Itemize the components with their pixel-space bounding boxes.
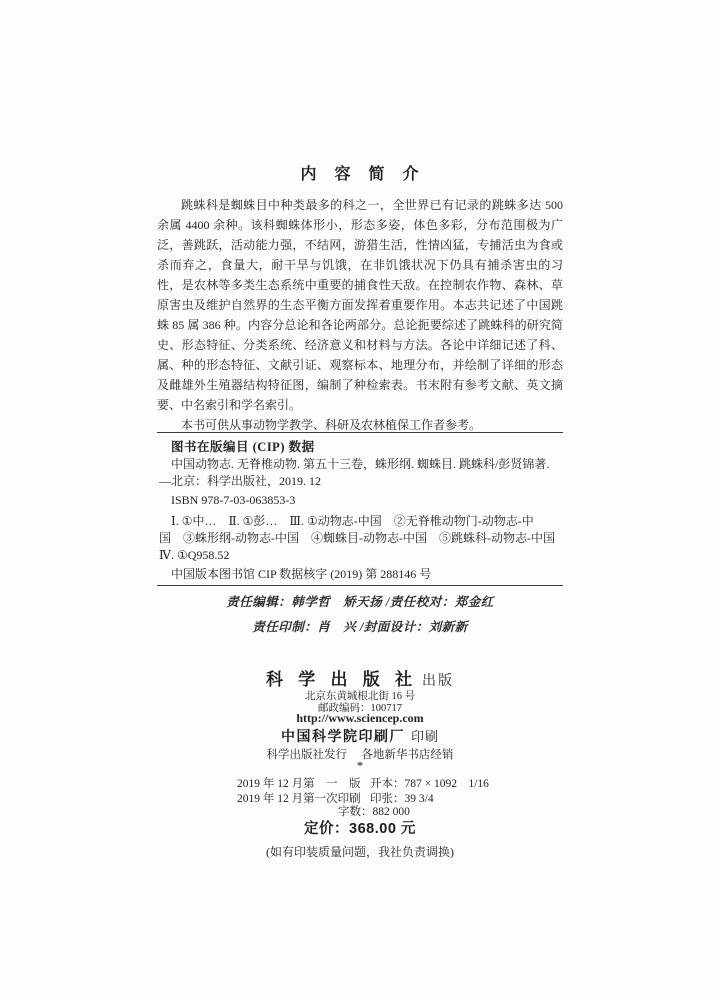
format-size: 开本：787 × 1092 1/16 bbox=[370, 778, 489, 790]
printer-logotype: 中国科学院印刷厂 bbox=[280, 730, 405, 745]
content-intro-body bbox=[157, 195, 563, 435]
distribution-line: 科学出版社发行 各地新华书店经销 bbox=[266, 749, 454, 761]
publisher-line bbox=[0, 665, 720, 690]
credits-line-editors: 责任编辑：韩学哲 矫天扬 /责任校对：郑金红 bbox=[226, 595, 494, 609]
separator-asterisk: * bbox=[356, 758, 364, 773]
cip-isbn: ISBN 978-7-03-063853-3 bbox=[171, 493, 296, 507]
cip-title-line-2: —北京：科学出版社，2019. 12 bbox=[159, 474, 322, 488]
credits-line-printing-design: 责任印制：肖 兴 /封面设计：刘新新 bbox=[252, 620, 468, 634]
publisher-postcode: 邮政编码：100717 bbox=[318, 703, 402, 714]
printer-role-label: 印刷 bbox=[410, 729, 439, 744]
edition-date: 2019 年 12 月第 一 版 bbox=[237, 778, 361, 790]
quality-notice: (如有印装质量问题，我社负责调换) bbox=[266, 845, 454, 859]
cip-classification-line-1: Ⅰ. ①中… Ⅱ. ①彭… Ⅲ. ①动物志-中国 ②无脊椎动物门-动物志-中 bbox=[171, 514, 534, 528]
price-line: 定价：368.00 元 bbox=[304, 821, 416, 837]
cip-data-block bbox=[157, 432, 563, 586]
publisher-role-label: 出版 bbox=[422, 674, 454, 689]
intro-paragraph-2: 本书可供从事动物学教学、科研及农林植保工作者参考。 bbox=[181, 418, 482, 432]
content-intro-title: 内 容 简 介 bbox=[300, 166, 420, 183]
sheet-count: 印张：39 3/4 bbox=[370, 793, 434, 805]
cip-record-number: 中国版本图书馆 CIP 数据核字 (2019) 第 288146 号 bbox=[171, 567, 432, 581]
staff-credits bbox=[0, 590, 720, 640]
cip-classification-line-2: 国 ③蛛形纲-动物志-中国 ④蜘蛛目-动物志-中国 ⑤跳蛛科-动物志-中国 bbox=[159, 531, 555, 545]
cip-classification-line-3: Ⅳ. ①Q958.52 bbox=[159, 548, 230, 562]
printing-date: 2019 年 12 月第一次印刷 bbox=[237, 793, 361, 805]
word-count: 字数：882 000 bbox=[338, 806, 410, 818]
intro-paragraph-1: 跳蛛科是蜘蛛目中种类最多的科之一，全世界已有记录的跳蛛多达 500 余属 4400 余种。该科蜘蛛体形小，形态多姿，体色多彩，分布范围极为广泛，善跳跃，活动能力强，不结网，游猎生活，性情凶猛，专捕活虫为食或杀而弃之，食量大，耐干旱与饥饿，在非饥饿状况下仍具有捕杀害虫的习性，是农林等多类生态系统中重要的捕食性天敌。在控制农作物、森林、草原害虫及维护自然界的生态平衡方面发挥着重要作用。本志共记述了中国跳蛛 85 属 386 种。内容分总论和各论两部分。总论扼要综述了跳蛛科的研究简史、形态特征、分类系统、经济意义和材料与方法。各论中详细记述了科、属、种的形态特征、文献引证、观察标本、地理分布，并绘制了详细的形态及雌雄外生殖器结构特征图，编制了种检索表。书末附有参考文献、英文摘要、中名索引和学名索引。 bbox=[157, 198, 563, 412]
printer-line bbox=[0, 726, 720, 746]
publisher-logotype: 科 学 出 版 社 bbox=[266, 670, 415, 689]
cip-title-line-1: 中国动物志. 无脊椎动物. 第五十三卷，蛛形纲. 蜘蛛目. 跳蛛科/彭贤锦著. bbox=[171, 457, 550, 471]
publisher-address: 北京东黄城根北街 16 号 bbox=[304, 691, 416, 702]
publisher-website: http://www.sciencep.com bbox=[296, 711, 424, 725]
cip-heading: 图书在版编目 (CIP) 数据 bbox=[171, 440, 315, 454]
